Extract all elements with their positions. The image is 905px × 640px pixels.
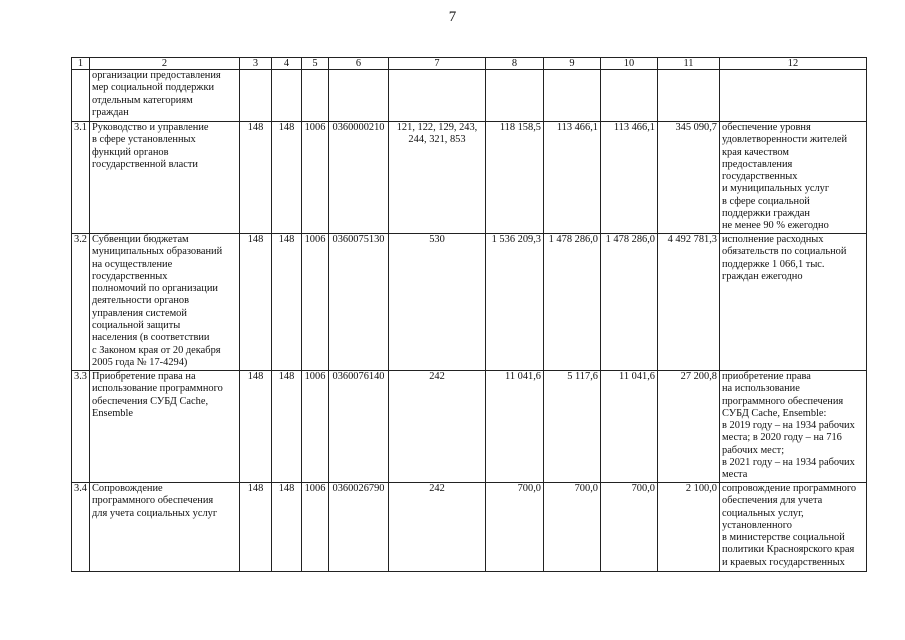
column-header: 8	[486, 58, 544, 70]
row-number: 3.2	[72, 234, 90, 371]
expected-result: приобретение права на использование программного обеспечения СУБД Cache, Ensemble: в 2019 году – на 1934 рабочих места; в 2020 году – на 716 рабочих мест; в 2021 году – на 1934 рабочих места	[720, 371, 867, 483]
cell-amount-2021: 113 466,1	[601, 122, 658, 234]
cell-amount-total: 345 090,7	[658, 122, 720, 234]
expected-result	[720, 70, 867, 122]
cell-expense-type: 121, 122, 129, 243, 244, 321, 853	[389, 122, 486, 234]
cell-code: 148	[272, 122, 302, 234]
cell-grbs: 148	[240, 122, 272, 234]
column-header: 9	[544, 58, 601, 70]
cell-amount-2019: 1 536 209,3	[486, 234, 544, 371]
measure-name: организации предоставления мер социальной поддержки отдельным категориям граждан	[90, 70, 240, 122]
cell-target-article: 0360000210	[329, 122, 389, 234]
cell-amount-2021: 1 478 286,0	[601, 234, 658, 371]
column-header: 12	[720, 58, 867, 70]
cell-code: 148	[272, 371, 302, 483]
measure-name: Руководство и управление в сфере установленных функций органов государственной власти	[90, 122, 240, 234]
cell-code	[272, 70, 302, 122]
header-row	[72, 58, 867, 70]
cell-amount-2019: 700,0	[486, 483, 544, 572]
column-header: 2	[90, 58, 240, 70]
cell-amount-total: 27 200,8	[658, 371, 720, 483]
measure-name: Сопровождение программного обеспечения для учета социальных услуг	[90, 483, 240, 572]
cell-amount-2021: 11 041,6	[601, 371, 658, 483]
cell-amount-2020	[544, 70, 601, 122]
cell-expense-type: 530	[389, 234, 486, 371]
cell-target-article: 0360076140	[329, 371, 389, 483]
measure-name: Приобретение права на использование программного обеспечения СУБД Cache, Ensemble	[90, 371, 240, 483]
column-header: 11	[658, 58, 720, 70]
cell-target-article: 0360075130	[329, 234, 389, 371]
column-header: 6	[329, 58, 389, 70]
cell-amount-2020: 113 466,1	[544, 122, 601, 234]
cell-amount-2019: 11 041,6	[486, 371, 544, 483]
cell-grbs: 148	[240, 371, 272, 483]
cell-amount-2019: 118 158,5	[486, 122, 544, 234]
table-row	[72, 483, 867, 572]
cell-expense-type	[389, 70, 486, 122]
column-header: 1	[72, 58, 90, 70]
table-row	[72, 234, 867, 371]
cell-target-article	[329, 70, 389, 122]
expected-result: сопровождение программного обеспечения для учета социальных услуг, установленного в министерстве социальной политики Красноярского края и краевых государственных	[720, 483, 867, 572]
row-number	[72, 70, 90, 122]
budget-table	[71, 57, 867, 572]
cell-expense-type: 242	[389, 483, 486, 572]
cell-amount-total: 2 100,0	[658, 483, 720, 572]
page-number: 7	[448, 9, 457, 25]
column-header: 4	[272, 58, 302, 70]
cell-section: 1006	[302, 483, 329, 572]
cell-grbs: 148	[240, 234, 272, 371]
expected-result: исполнение расходных обязательств по социальной поддержке 1 066,1 тыс. граждан ежегодно	[720, 234, 867, 371]
cell-grbs: 148	[240, 483, 272, 572]
row-number: 3.4	[72, 483, 90, 572]
row-number: 3.1	[72, 122, 90, 234]
cell-amount-2020: 700,0	[544, 483, 601, 572]
cell-section: 1006	[302, 234, 329, 371]
cell-amount-2019	[486, 70, 544, 122]
column-header: 7	[389, 58, 486, 70]
cell-amount-2021: 700,0	[601, 483, 658, 572]
cell-section: 1006	[302, 371, 329, 483]
cell-amount-2020: 5 117,6	[544, 371, 601, 483]
table-row	[72, 371, 867, 483]
cell-amount-total	[658, 70, 720, 122]
column-header: 3	[240, 58, 272, 70]
expected-result: обеспечение уровня удовлетворенности жителей края качеством предоставления государственных и муниципальных услуг в сфере социальной поддержки граждан не менее 90 % ежегодно	[720, 122, 867, 234]
cell-amount-2020: 1 478 286,0	[544, 234, 601, 371]
cell-section	[302, 70, 329, 122]
table-row	[72, 122, 867, 234]
cell-expense-type: 242	[389, 371, 486, 483]
measure-name: Субвенции бюджетам муниципальных образований на осуществление государственных полномочий по организации деятельности органов управления системой социальной защиты населения (в соответствии с Законом края от 20 декабря 2005 года № 17-4294)	[90, 234, 240, 371]
cell-amount-2021	[601, 70, 658, 122]
table-row	[72, 70, 867, 122]
column-header: 5	[302, 58, 329, 70]
cell-section: 1006	[302, 122, 329, 234]
cell-target-article: 0360026790	[329, 483, 389, 572]
cell-code: 148	[272, 483, 302, 572]
cell-code: 148	[272, 234, 302, 371]
cell-amount-total: 4 492 781,3	[658, 234, 720, 371]
cell-grbs	[240, 70, 272, 122]
row-number: 3.3	[72, 371, 90, 483]
column-header: 10	[601, 58, 658, 70]
